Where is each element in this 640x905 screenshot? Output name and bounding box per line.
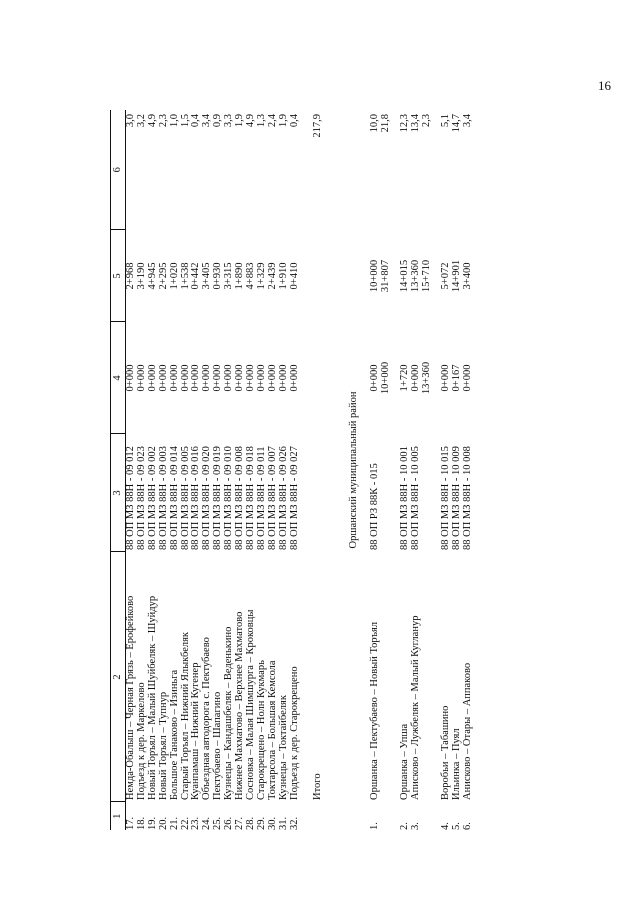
km-end: 3+405: [201, 262, 213, 290]
length-km: 2,4: [266, 114, 278, 128]
km-end: 2+295: [157, 262, 169, 290]
road-code: 88 ОП РЗ 88К - 015: [369, 463, 381, 550]
length-km: 3,4: [461, 114, 473, 128]
km-start: 0+000: [223, 364, 235, 392]
km-start: 0+000: [410, 364, 422, 392]
km-start: 0+000: [461, 364, 473, 392]
section-row: [335, 110, 370, 830]
road-name: Старый Торъял – Нижний Ялыкбеляк: [179, 631, 191, 800]
km-start: 0+000: [234, 364, 246, 392]
km-start: 0+167: [450, 364, 462, 392]
km-start: 0+000: [439, 364, 451, 392]
km-start: 0+000: [277, 364, 289, 392]
length-km: 3,2: [135, 114, 147, 128]
road-name: Анисково – Отары – Аппаково: [461, 662, 473, 800]
page-number: 16: [598, 78, 611, 93]
road-name: Токтарсола – Большая Кемсола: [266, 660, 278, 800]
length-km: 4,9: [146, 114, 158, 128]
km-start: 0+000: [212, 364, 224, 392]
row-number: 17.: [125, 816, 136, 830]
road-name: Сосновка – Малая Шимшурга – Кроковцы: [244, 609, 256, 800]
km-end: 14+901: [450, 259, 462, 293]
km-start: 0+000: [244, 364, 256, 392]
header-col-6: 6: [111, 110, 126, 230]
road-code: 88 ОП МЗ 88Н - 09 027: [288, 446, 300, 550]
road-code: 88 ОП МЗ 88Н - 09 018: [244, 446, 256, 550]
road-code: 88 ОП МЗ 88Н - 09 003: [157, 446, 169, 550]
road-name: Оршанка – Упша: [399, 723, 411, 800]
km-start: 0+000: [255, 364, 267, 392]
km-start: 0+000: [135, 364, 147, 392]
road-name: Нижнее Махматово – Верхнее Махматово: [234, 611, 246, 800]
row-number: 28.: [244, 816, 256, 830]
row-number: 27.: [234, 816, 246, 830]
road-code: 88 ОП МЗ 88Н - 10 009: [450, 446, 462, 550]
km-end: 14+015: [399, 259, 411, 293]
road-code: 88 ОП МЗ 88Н - 09 019: [212, 446, 224, 550]
km-end: 31+807: [380, 259, 392, 293]
table-row: [463, 110, 474, 830]
km-start: 10+000: [380, 361, 392, 395]
header-col-5: 5: [111, 230, 126, 322]
road-code: 88 ОП МЗ 88Н - 09 026: [277, 446, 289, 550]
row-number: 19.: [146, 816, 158, 830]
total-block: [301, 110, 371, 830]
row-number: 20.: [157, 816, 169, 830]
length-km: 2,3: [420, 114, 432, 128]
row-number: 26.: [223, 816, 235, 830]
road-name: Старокрещено – Нолн Кукмарь: [255, 660, 267, 800]
length-km: 14,7: [450, 114, 462, 133]
length-km: 13,4: [410, 114, 422, 133]
row-number: 22.: [179, 816, 191, 830]
road-name: Кузнецы – Кандашбеляк – Веденькино: [223, 626, 235, 800]
road-code: [381, 434, 392, 552]
length-km: 3,0: [125, 114, 136, 128]
length-km: 0,4: [190, 114, 202, 128]
km-end: 2+439: [266, 262, 278, 290]
row-number: 29.: [255, 816, 267, 830]
km-end: 3+190: [135, 262, 147, 290]
table-row: [422, 110, 433, 830]
km-start: 0+000: [190, 364, 202, 392]
km-end: 15+710: [420, 259, 432, 293]
road-name: Немда-Обалыш – Черная Грязь – Ерофейково: [125, 595, 136, 800]
header-col-4: 4: [111, 322, 126, 434]
km-end: 0+930: [212, 262, 224, 290]
table-row: [290, 110, 301, 830]
length-km: 1,9: [277, 114, 289, 128]
row-number: [422, 802, 433, 830]
road-name: Подъезд к дер. Маркелово: [135, 682, 147, 800]
road-name: Оршанка – Пектубаево – Новый Торъял: [369, 621, 381, 800]
length-km: 4,9: [244, 114, 256, 128]
row-number: [381, 802, 392, 830]
road-name: Аписково – Лужбеляк – Малый Кугланур: [410, 615, 422, 800]
road-code: 88 ОП МЗ 88Н - 09 008: [234, 446, 246, 550]
length-km: 0,4: [288, 114, 300, 128]
length-km: 12,3: [399, 114, 411, 133]
header-col-3: 3: [111, 434, 126, 552]
row-number: 1.: [369, 822, 381, 830]
row-number: 5.: [450, 822, 462, 830]
road-name: [422, 552, 433, 802]
km-start: 0+000: [125, 364, 136, 392]
road-code: 88 ОП МЗ 88Н - 09 010: [223, 446, 235, 550]
km-start: 1+720: [399, 364, 411, 392]
km-end: 13+360: [410, 259, 422, 293]
km-end: 3+400: [461, 262, 473, 290]
road-code: 88 ОП МЗ 88Н - 10 008: [461, 446, 473, 550]
km-start: 0+000: [288, 364, 300, 392]
length-km: 1,9: [234, 114, 246, 128]
road-code: [422, 434, 433, 552]
roads-table-rotated: [110, 90, 530, 830]
road-name: Воробьи – Табашино: [439, 705, 451, 800]
road-name: Объездная автодорога с. Пектубаево: [201, 637, 213, 800]
km-end: 2+968: [125, 262, 136, 290]
km-end: 1+890: [234, 262, 246, 290]
km-start: 0+000: [179, 364, 191, 392]
length-km: 1,3: [255, 114, 267, 128]
road-code: 88 ОП МЗ 88Н - 09 014: [168, 446, 180, 550]
header-col-2: 2: [111, 552, 126, 802]
road-name: Кузнецы – Токтайбеляк: [277, 695, 289, 800]
table-row: [279, 110, 290, 830]
length-km: 2,3: [157, 114, 169, 128]
km-end: 1+020: [168, 262, 180, 290]
row-number: 3.: [410, 822, 422, 830]
row-number: 4.: [439, 822, 451, 830]
table-row: [370, 110, 381, 830]
road-name: [381, 552, 392, 802]
header-col-1: 1: [111, 802, 126, 830]
road-name: Пектубаево – Шапагино: [212, 691, 224, 800]
row-number: 6.: [461, 822, 473, 830]
length-km: 1,5: [179, 114, 191, 128]
length-km: 5,1: [439, 114, 451, 128]
km-end: 0+442: [190, 262, 202, 290]
km-end: 0+410: [288, 262, 300, 290]
km-start: 0+000: [157, 364, 169, 392]
row-number: 23.: [190, 816, 202, 830]
road-name: Новый Торъял – Тупнур: [157, 691, 169, 800]
length-km: 3,4: [201, 114, 213, 128]
length-km: 21,8: [380, 114, 392, 133]
road-code: 88 ОП МЗ 88Н - 09 007: [266, 446, 278, 550]
total-value: 217,9: [311, 114, 323, 138]
km-start: 13+360: [420, 361, 432, 395]
road-code: 88 ОП МЗ 88Н - 09 005: [179, 446, 191, 550]
km-end: 10+000: [369, 259, 381, 293]
table-body-part-2: [370, 110, 473, 830]
table-row: [411, 110, 422, 830]
road-name: Новый Торъял – Малый Шуйбеляк – Шуйдур: [146, 595, 158, 800]
road-code: 88 ОП МЗ 88Н - 10 015: [439, 446, 451, 550]
km-start: 0+000: [266, 364, 278, 392]
row-number: 31.: [277, 816, 289, 830]
km-end: 4+883: [244, 262, 256, 290]
row-number: 24.: [201, 816, 213, 830]
road-code: 88 ОП МЗ 88Н - 09 011: [255, 446, 267, 550]
km-end: 5+072: [439, 262, 451, 290]
km-end: 1+910: [277, 262, 289, 290]
header-row: [111, 110, 126, 830]
section-title: Оршанский муниципальный район: [348, 391, 360, 549]
road-code: 88 ОП МЗ 88Н - 09 012: [125, 446, 136, 550]
table-body-part-1: [126, 110, 301, 830]
row-number: 32.: [288, 816, 300, 830]
km-end: 3+315: [223, 262, 235, 290]
km-end: 1+538: [179, 262, 191, 290]
km-start: 0+000: [146, 364, 158, 392]
row-number: 30.: [266, 816, 278, 830]
road-code: 88 ОП МЗ 88Н - 09 023: [135, 446, 147, 550]
km-end: 4+945: [146, 262, 158, 290]
road-code: 88 ОП МЗ 88Н - 09 020: [201, 446, 213, 550]
road-code: 88 ОП МЗ 88Н - 09 002: [146, 446, 158, 550]
total-label: Итого: [311, 773, 323, 800]
length-km: 1,0: [168, 114, 180, 128]
road-code: 88 ОП МЗ 88Н - 10 001: [399, 446, 411, 550]
road-name: Ильинка – Пуял: [450, 728, 462, 800]
row-number: 25.: [212, 816, 224, 830]
length-km: 10,0: [369, 114, 381, 133]
row-number: 18.: [135, 816, 147, 830]
road-name: Куанпамаш – Нижний Кугенер: [190, 662, 202, 800]
km-start: 0+000: [168, 364, 180, 392]
table-row: [381, 110, 392, 830]
km-start: 0+000: [369, 364, 381, 392]
road-name: Подъезд к дер. Старокрещено: [288, 666, 300, 800]
km-start: 0+000: [201, 364, 213, 392]
road-code: 88 ОП МЗ 88Н - 09 016: [190, 446, 202, 550]
length-km: 0,9: [212, 114, 224, 128]
roads-table: [110, 110, 474, 830]
road-name: Большое Танаково – Изиньга: [168, 669, 180, 800]
table-row: [159, 110, 170, 830]
row-number: 2.: [399, 822, 411, 830]
length-km: 3,3: [223, 114, 235, 128]
table-row: [170, 110, 181, 830]
total-row: [301, 110, 336, 830]
row-number: 21.: [168, 816, 180, 830]
km-end: 1+329: [255, 262, 267, 290]
road-code: 88 ОП МЗ 88Н - 10 005: [410, 446, 422, 550]
